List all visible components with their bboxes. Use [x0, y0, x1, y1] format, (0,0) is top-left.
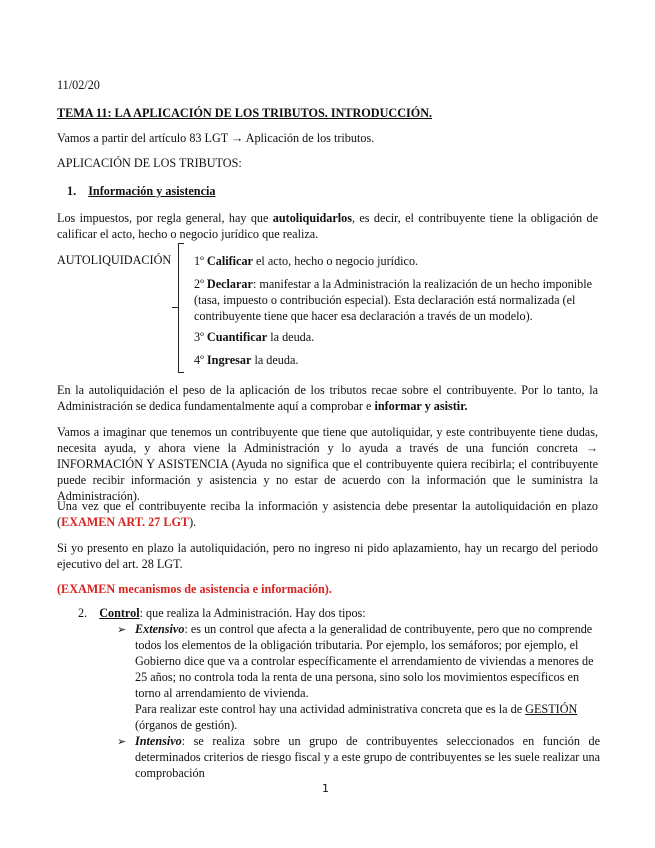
autoliquidacion-label: AUTOLIQUIDACIÓN: [57, 253, 172, 267]
bullet-intensivo: Intensivo: se realiza sobre un grupo de contribuyentes seleccionados en función de determinados criterios de riesgo fiscal y a este grupo de contribuyentes se les suele realizar una comprobación: [135, 734, 600, 780]
exam-note: (EXAMEN mecanismos de asistencia e información).: [57, 582, 332, 596]
step-3: 3º Cuantificar la deuda.: [194, 330, 315, 344]
paragraph-plazo: Una vez que el contribuyente reciba la información y asistencia debe presentar la autoliquidación en plazo (EXAMEN ART. 27 LGT).: [57, 499, 598, 529]
intro-line: Vamos a partir del artículo 83 LGT → Aplicación de los tributos.: [57, 131, 375, 145]
page-title: TEMA 11: LA APLICACIÓN DE LOS TRIBUTOS. INTRODUCCIÓN.: [57, 106, 433, 120]
bullet-arrow-icon: ➢: [117, 736, 127, 748]
page-number: 1: [322, 782, 329, 795]
paragraph-autoliquidar: Los impuestos, por regla general, hay que autoliquidarlos, es decir, el contribuyente tiene la obligación de calificar el acto, hecho o negocio jurídico que realiza.: [57, 211, 598, 241]
step-1: 1º Calificar el acto, hecho o negocio jurídico.: [194, 254, 419, 268]
date: 11/02/20: [57, 78, 100, 92]
bullet-extensivo-gestion: Para realizar este control hay una actividad administrativa concreta que es la de GESTIÓN (órganos de gestión).: [135, 702, 578, 732]
paragraph-imaginar: Vamos a imaginar que tenemos un contribuyente que tiene que autoliquidar, y este contribuyente tiene dudas, necesita ayuda, y ahora viene la Administración y lo ayuda a través de una función concreta → INFORMACIÓN Y ASISTENCIA (Ayuda no significa que el contribuyente quiera recibirla; el contribuyente puede recibir información y asistencia y no estar de acuerdo con la información que le suministra la Administración).: [57, 425, 598, 503]
step-2: 2º Declarar: manifestar a la Administración la realización de un hecho imponible (tasa, impuesto o contribución especial). Esta declaración está normalizada (el contribuyente tiene que hacer esa declaración a través de un modelo).: [194, 277, 593, 323]
arrow-right-icon: →: [585, 441, 598, 455]
paragraph-recargo: Si yo presento en plazo la autoliquidación, pero no ingreso ni pido aplazamiento, hay un recargo del periodo ejecutivo del art. 28 LGT.: [57, 541, 598, 571]
paragraph-peso: En la autoliquidación el peso de la aplicación de los tributos recae sobre el contribuyente. Por lo tanto, la Administración se dedica fundamentalmente aquí a comprobar e informar y asistir.: [57, 383, 598, 413]
brace-bracket: [178, 243, 187, 373]
step-4: 4º Ingresar la deuda.: [194, 353, 299, 367]
section-heading: APLICACIÓN DE LOS TRIBUTOS:: [57, 156, 242, 170]
arrow-right-icon: →: [231, 131, 244, 145]
bullet-extensivo: Extensivo: es un control que afecta a la generalidad de contribuyente, pero que no comprende todos los elementos de la obligación tributaria. Por ejemplo, los semáforos; por ejemplo, el Gobierno dice que va a controlar específicamente el arrendamiento de viviendas a menores de 25 años; no controla toda la renta de una persona, sino solo los movimientos específicos en torno al arrendamiento de vivienda.: [135, 622, 594, 700]
bullet-arrow-icon: ➢: [117, 624, 127, 636]
item-1-heading: 1. Información y asistencia: [67, 184, 216, 198]
item-2-heading: 2. Control: que realiza la Administración. Hay dos tipos:: [78, 606, 366, 620]
